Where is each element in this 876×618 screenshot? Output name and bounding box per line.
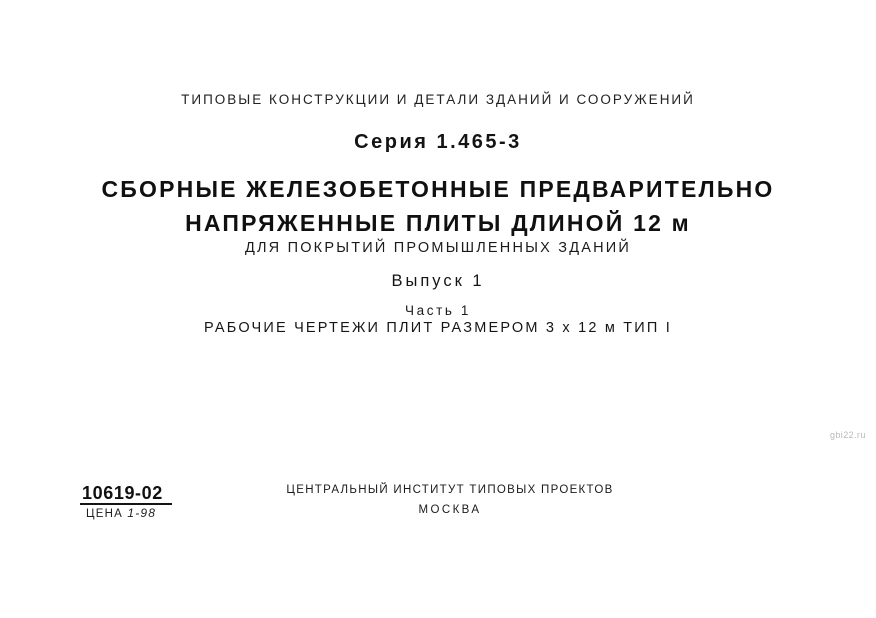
series-number: Серия 1.465-3	[354, 131, 522, 153]
price-block	[86, 506, 156, 520]
publisher-name: ЦЕНТРАЛЬНЫЙ ИНСТИТУТ ТИПОВЫХ ПРОЕКТОВ	[286, 484, 614, 496]
catalog-code: 10619-02	[82, 483, 163, 503]
part-number: Часть 1	[405, 303, 471, 318]
publisher-city: МОСКВА	[418, 504, 482, 516]
issue-number: Выпуск 1	[391, 272, 485, 290]
catalog-code-underline	[80, 503, 172, 505]
document-subtitle: ДЛЯ ПОКРЫТИЙ ПРОМЫШЛЕННЫХ ЗДАНИЙ	[244, 240, 632, 256]
price-label: ЦЕНА	[86, 508, 123, 520]
drawings-description: РАБОЧИЕ ЧЕРТЕЖИ ПЛИТ РАЗМЕРОМ 3 х 12 м ТИП I	[204, 320, 672, 336]
document-header-line: ТИПОВЫЕ КОНСТРУКЦИИ И ДЕТАЛИ ЗДАНИЙ И СООРУЖЕНИЙ	[181, 92, 695, 107]
document-title-line-2: НАПРЯЖЕННЫЕ ПЛИТЫ ДЛИНОЙ 12 м	[185, 210, 691, 236]
document-title-line-1: СБОРНЫЕ ЖЕЛЕЗОБЕТОННЫЕ ПРЕДВАРИТЕЛЬНО	[101, 176, 775, 202]
watermark-text: gbi22.ru	[830, 430, 866, 440]
price-value: 1-98	[127, 506, 157, 520]
